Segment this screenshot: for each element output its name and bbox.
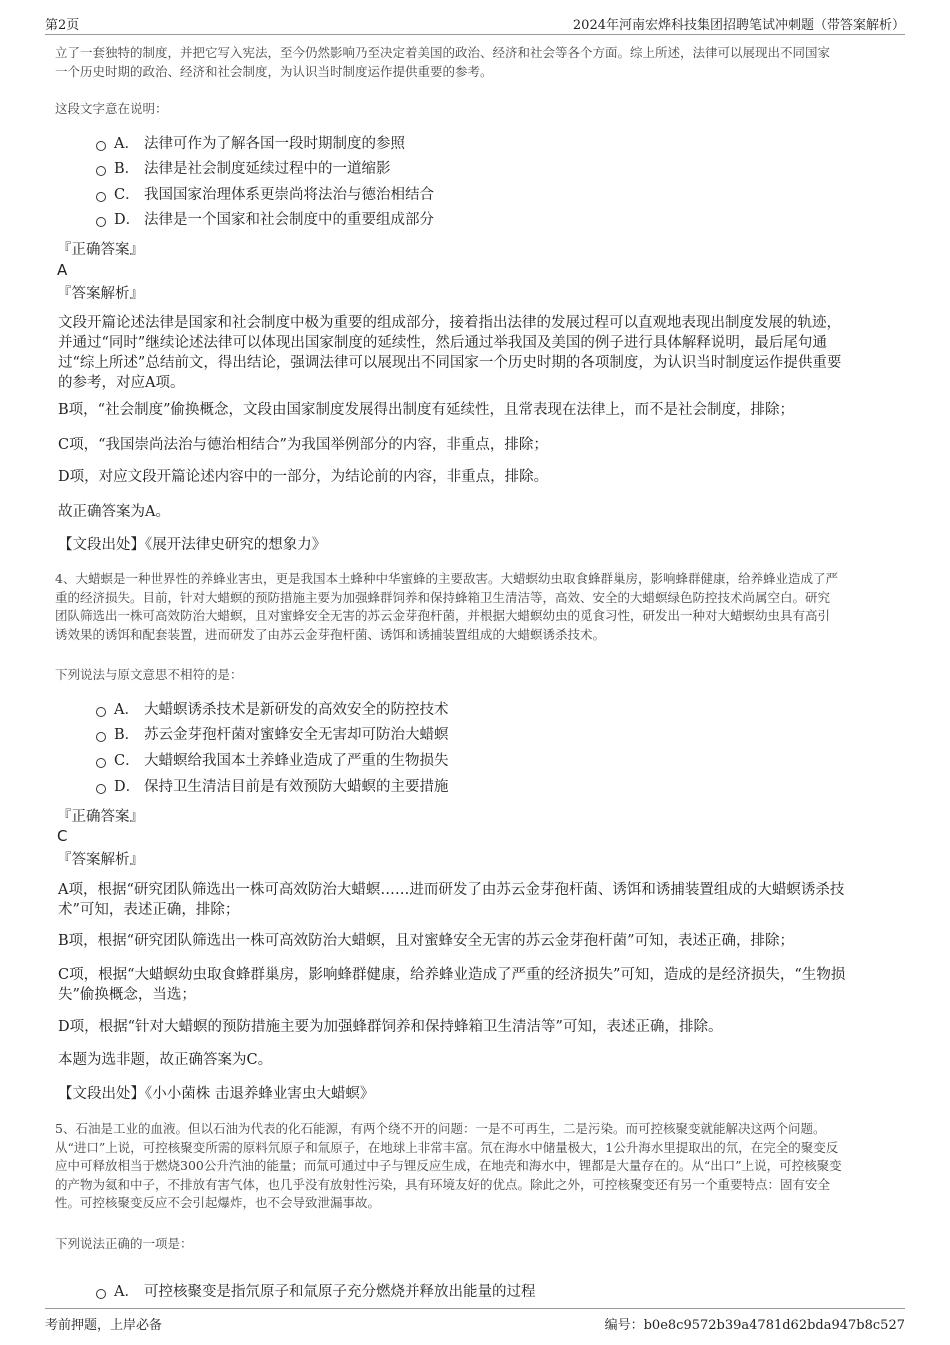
passage-line: 一个历史时期的政治、经济和社会制度，为认识当时制度运作提供重要的参考。 <box>55 63 493 79</box>
option-text: 可控核聚变是指氘原子和氚原子充分燃烧并释放出能量的过程 <box>144 1284 536 1300</box>
analysis-line: 失”偷换概念，当选； <box>58 987 196 1003</box>
q3-source: 【文段出处】《展开法律史研究的想象力》 <box>58 537 327 553</box>
q3-analysis-b: B项，“社会制度”偷换概念，文段由国家制度发展得出制度有延续性，且常表现在法律上，而不是社会制度，排除； <box>58 402 794 418</box>
radio-icon[interactable] <box>96 217 106 227</box>
q5-question: 下列说法正确的一项是： <box>55 1236 193 1251</box>
radio-icon[interactable] <box>96 732 106 742</box>
option-letter: C． <box>114 187 140 203</box>
passage-line: 诱效果的诱饵和配套装置，进而研发了由苏云金芽孢杆菌、诱饵和诱捕装置组成的大蜡螟诱杀技术。 <box>55 626 606 642</box>
q3-passage <box>55 44 900 81</box>
q4-answer: C <box>57 827 68 845</box>
q5-passage <box>55 1120 900 1213</box>
q4-passage <box>55 570 900 644</box>
q3-analysis-c: C项，“我国崇尚法治与德治相结合”为我国举例部分的内容，非重点，排除； <box>58 437 548 453</box>
passage-line: 团队筛选出一株可高效防治大蜡螟，且对蜜蜂安全无害的苏云金芽孢杆菌，并根据大蜡螟幼虫的觅食习性，研发出一种对大蜡螟幼虫具有高引 <box>55 608 831 623</box>
option-letter: B． <box>114 727 140 743</box>
page-header <box>45 12 905 35</box>
q3-analysis-main <box>58 313 898 393</box>
analysis-line: 过“综上所述”总结前文，得出结论，强调法律可以展现出不同国家一个历史时期的各项制度，为认识当时制度运作提供重要 <box>58 355 842 371</box>
analysis-line: 的参考，对应A项。 <box>58 375 185 391</box>
q4-analysis-b: B项，根据“研究团队筛选出一株可高效防治大蜡螟，且对蜜蜂安全无害的苏云金芽孢杆菌”可知，表述正确，排除； <box>58 933 794 949</box>
q3-analysis-d: D项，对应文段开篇论述内容中的一部分，为结论前的内容，非重点，排除。 <box>58 469 549 485</box>
option-text: 保持卫生清洁目前是有效预防大蜡螟的主要措施 <box>144 779 449 795</box>
q3-answer-label: 『正确答案』 <box>57 242 144 258</box>
option-text: 大蜡螟诱杀技术是新研发的高效安全的防控技术 <box>144 702 449 718</box>
q3-option-b[interactable] <box>96 158 391 180</box>
passage-line: 4、大蜡螟是一种世界性的养蜂业害虫，更是我国本土蜂种中华蜜蜂的主要敌害。大蜡螟幼虫取食蜂群巢房，影响蜂群健康，给养蜂业造成了严 <box>55 571 838 586</box>
option-text: 苏云金芽孢杆菌对蜜蜂安全无害却可防治大蜡螟 <box>144 727 449 743</box>
radio-icon[interactable] <box>96 784 106 794</box>
radio-icon[interactable] <box>96 707 106 717</box>
q3-analysis-label: 『答案解析』 <box>57 286 144 302</box>
analysis-line: C项，根据“大蜡螟幼虫取食蜂群巢房，影响蜂群健康，给养蜂业造成了严重的经济损失”可知，造成的是经济损失，“生物损 <box>58 967 846 983</box>
option-letter: D． <box>114 212 141 228</box>
option-text: 我国国家治理体系更崇尚将法治与德治相结合 <box>144 187 434 203</box>
radio-icon[interactable] <box>96 141 106 151</box>
page-number: 第2页 <box>45 18 80 33</box>
passage-line: 5、石油是工业的血液。但以石油为代表的化石能源，有两个绕不开的问题：一是不可再生，二是污染。而可控核聚变就能解决这两个问题。 <box>55 1121 826 1136</box>
q4-analysis-a <box>58 880 898 920</box>
option-letter: B． <box>114 161 140 177</box>
option-letter: D． <box>114 779 141 795</box>
option-letter: A． <box>114 1284 139 1300</box>
q3-option-a[interactable] <box>96 133 405 155</box>
q4-analysis-label: 『答案解析』 <box>57 852 144 868</box>
analysis-line: 文段开篇论述法律是国家和社会制度中极为重要的组成部分，接着指出法律的发展过程可以直观地表现出制度发展的轨迹， <box>58 315 841 331</box>
radio-icon[interactable] <box>96 166 106 176</box>
passage-line: 应中可释放相当于燃烧300公升汽油的能量；而氚可通过中子与锂反应生成，在地壳和海水中，锂都是大量存在的。从“出口”上说，可控核聚变 <box>55 1158 842 1173</box>
passage-line: 立了一套独特的制度，并把它写入宪法，至今仍然影响乃至决定着美国的政治、经济和社会等各个方面。综上所述，法律可以展现出不同国家 <box>55 45 831 60</box>
q3-option-d[interactable] <box>96 209 434 231</box>
q4-option-a[interactable] <box>96 699 449 721</box>
q3-question: 这段文字意在说明： <box>55 101 168 116</box>
passage-line: 重的经济损失。目前，针对大蜡螟的预防措施主要为加强蜂群饲养和保持蜂箱卫生清洁等，高效、安全的大蜡螟绿色防控技术尚属空白。研究 <box>55 589 831 605</box>
page-footer <box>45 1308 905 1333</box>
option-letter: A． <box>114 136 139 152</box>
analysis-line: A项，根据“研究团队筛选出一株可高效防治大蜡螟……进而研发了由苏云金芽孢杆菌、诱饵和诱捕装置组成的大蜡螟诱杀技 <box>58 882 845 898</box>
q4-analysis-d: D项，根据“针对大蜡螟的预防措施主要为加强蜂群饲养和保持蜂箱卫生清洁等”可知，表述正确，排除。 <box>58 1019 723 1035</box>
q4-option-b[interactable] <box>96 724 449 746</box>
passage-line: 的产物为氦和中子，不排放有害气体，也几乎没有放射性污染，具有环境友好的优点。除此之外，可控核聚变还有另一个重要特点：固有安全 <box>55 1176 831 1192</box>
q3-conclusion: 故正确答案为A。 <box>58 504 170 520</box>
q4-question: 下列说法与原文意思不相符的是： <box>55 667 243 682</box>
analysis-line: 并通过“同时”继续论述法律可以体现出国家制度的延续性，然后通过举我国及美国的例子进行具体解释说明，最后尾句通 <box>58 335 827 351</box>
option-text: 法律是社会制度延续过程中的一道缩影 <box>144 161 391 177</box>
document-id: 编号：b0e8c9572b39a4781d62bda947b8c527 <box>604 1318 905 1333</box>
q4-option-d[interactable] <box>96 776 449 798</box>
radio-icon[interactable] <box>96 758 106 768</box>
document-title: 2024年河南宏烨科技集团招聘笔试冲刺题（带答案解析） <box>572 18 905 33</box>
passage-line: 从“进口”上说，可控核聚变所需的原料氘原子和氚原子，在地球上非常丰富。氘在海水中储量极大，1公升海水里提取出的氘，在完全的聚变反 <box>55 1139 839 1155</box>
q4-source: 【文段出处】《小小菌株 击退养蜂业害虫大蜡螟》 <box>58 1086 375 1102</box>
radio-icon[interactable] <box>96 1289 106 1299</box>
radio-icon[interactable] <box>96 192 106 202</box>
option-text: 大蜡螟给我国本土养蜂业造成了严重的生物损失 <box>144 753 449 769</box>
q3-option-c[interactable] <box>96 184 434 206</box>
passage-line: 性。可控核聚变反应不会引起爆炸，也不会导致泄漏事故。 <box>55 1195 381 1210</box>
footer-slogan: 考前押题，上岸必备 <box>45 1318 163 1333</box>
option-letter: C． <box>114 753 140 769</box>
q4-option-c[interactable] <box>96 750 449 772</box>
q5-option-a[interactable] <box>96 1281 536 1303</box>
option-text: 法律是一个国家和社会制度中的重要组成部分 <box>144 212 434 228</box>
option-text: 法律可作为了解各国一段时期制度的参照 <box>144 136 405 152</box>
option-letter: A． <box>114 702 139 718</box>
q4-analysis-c <box>58 965 898 1005</box>
q4-conclusion: 本题为选非题，故正确答案为C。 <box>58 1052 273 1068</box>
analysis-line: 术”可知，表述正确，排除； <box>58 902 240 918</box>
q3-answer: A <box>57 261 68 279</box>
q4-answer-label: 『正确答案』 <box>57 809 144 825</box>
